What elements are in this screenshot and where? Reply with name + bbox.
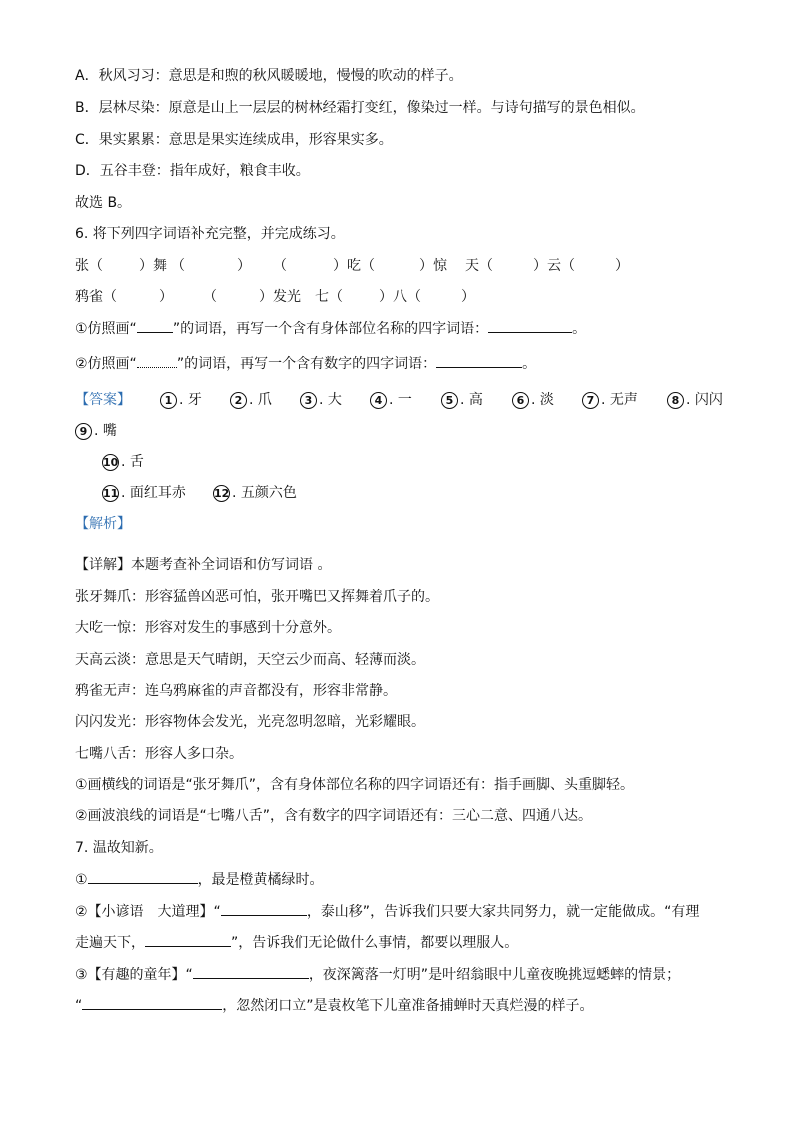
q6-row2 (75, 287, 475, 307)
option-d: D．五谷丰登：指年成好，粮食丰收。 (75, 163, 310, 179)
underline-sample (137, 318, 173, 333)
q7-line3 (75, 932, 518, 953)
answer-blank[interactable] (88, 869, 198, 884)
answer-item: 7 . 无声 (582, 390, 638, 410)
answer-item: 9 . 嘴 (75, 421, 117, 441)
answer-blank[interactable] (221, 901, 307, 916)
analysis-label: 【解析】 (75, 516, 131, 532)
answer-item: 1 . 牙 (160, 390, 202, 410)
q7-line2 (75, 901, 699, 922)
sub2-suffix: ”的词语，再写一个含有数字的四字词语： (176, 356, 437, 372)
detail-line: 【详解】本题考查补全词语和仿写词语 。 (75, 557, 332, 573)
period: 。 (522, 356, 537, 372)
q6-sub1 (75, 318, 586, 339)
answer-item: 4 . 一 (370, 390, 412, 410)
option-c: C．果实累累：意思是果实连续成串，形容果实多。 (75, 132, 393, 148)
wavy-line-sample (137, 353, 177, 368)
row2-part: 鸦雀（ (75, 289, 117, 305)
detail-line: 鸦雀无声：连乌鸦麻雀的声音都没有，形容非常静。 (75, 683, 397, 699)
q6-title: 6. 将下列四字词语补充完整，并完成练习。 (75, 226, 345, 242)
sub1-suffix: ”的词语，再写一个含有身体部位名称的四字词语： (172, 321, 489, 337)
row2-part: ）八（ (379, 289, 421, 305)
q7-l5-suffix: ，忽然闭口立”是袁枚笔下儿童准备捕蝉时天真烂漫的样子。 (222, 998, 594, 1014)
answer-item: 5 . 高 (441, 390, 483, 410)
answer-item: 6 . 淡 (512, 390, 554, 410)
answer-blank[interactable] (193, 964, 309, 979)
answer-item: 10 . 舌 (103, 454, 144, 470)
answer-blank[interactable] (436, 353, 522, 368)
row2-part: ）发光 (259, 289, 301, 305)
row1-part: 天（ (465, 258, 493, 274)
row1-part: （ (273, 258, 287, 274)
q7-line1 (75, 869, 324, 890)
row1-part: ）吃（ (333, 258, 375, 274)
answer-item: 12 . 五颜六色 (214, 485, 297, 501)
option-a: A．秋风习习：意思是和煦的秋风暖暖地，慢慢的吹动的样子。 (75, 68, 463, 84)
option-b: B．层林尽染：原意是山上一层层的树林经霜打变红，像染过一样。与诗句描写的景色相似。 (75, 100, 645, 116)
detail-line: ①画横线的词语是“张牙舞爪”，含有身体部位名称的四字词语还有：指手画脚、头重脚轻。 (75, 777, 635, 793)
detail-line: 大吃一惊：形容对发生的事感到十分意外。 (75, 620, 341, 636)
answer-blank[interactable] (145, 932, 231, 947)
answer-item: 2 . 爪 (230, 390, 272, 410)
answer-blank[interactable] (488, 318, 572, 333)
detail-line: ②画波浪线的词语是“七嘴八舌”，含有数字的四字词语还有：三心二意、四通八达。 (75, 808, 593, 824)
period: 。 (572, 321, 587, 337)
q7-title: 7. 温故知新。 (75, 840, 163, 856)
row1-part: ）惊 (419, 258, 447, 274)
row1-part: （ (171, 258, 185, 274)
answer-item: 8 . 闪闪 (667, 390, 723, 410)
row2-part: ） (159, 289, 173, 305)
answer-blank[interactable] (82, 995, 222, 1010)
q7-l5-prefix: “ (75, 998, 83, 1014)
q7-l1-prefix: ① (75, 872, 88, 888)
choice-text: 故选 B。 (75, 195, 132, 211)
row2-part: 七（ (315, 289, 343, 305)
answer-item: 3 . 大 (300, 390, 342, 410)
q7-line4 (75, 964, 680, 985)
q7-l3-suffix: ”，告诉我们无论做什么事情，都要以理服人。 (231, 935, 519, 951)
row2-part: （ (203, 289, 217, 305)
detail-line: 七嘴八舌：形容人多口杂。 (75, 746, 243, 762)
q7-l3-prefix: 走遍天下， (75, 935, 145, 951)
sub2-prefix: ②仿照画“ (75, 356, 137, 372)
row1-part: ）舞 (139, 258, 167, 274)
q7-l4-prefix: ③【有趣的童年】“ (75, 967, 193, 983)
row1-part: ） (615, 258, 629, 274)
row1-part: ） (237, 258, 251, 274)
answer-label: 【答案】 (75, 392, 131, 408)
detail-line: 天高云淡：意思是天气晴朗，天空云少而高、轻薄而淡。 (75, 652, 425, 668)
detail-line: 张牙舞爪：形容猛兽凶恶可怕，张开嘴巴又挥舞着爪子的。 (75, 589, 439, 605)
row1-part: ）云（ (533, 258, 575, 274)
row1-part: 张（ (75, 258, 103, 274)
row2-part: ） (461, 289, 475, 305)
q6-row1 (75, 256, 629, 276)
detail-line: 闪闪发光：形容物体会发光，光亮忽明忽暗，光彩耀眼。 (75, 714, 425, 730)
sub1-prefix: ①仿照画“ (75, 321, 137, 337)
q7-l1-suffix: ，最是橙黄橘绿时。 (197, 872, 324, 888)
answer-item: 11 . 面红耳赤 (103, 485, 186, 501)
q7-l2-mid: ，泰山移”，告诉我们只要大家共同努力，就一定能做成。“有理 (306, 904, 700, 920)
q7-l4-suffix: ，夜深篱落一灯明”是叶绍翁眼中儿童夜晚挑逗蟋蟀的情景； (308, 967, 681, 983)
q7-line5 (75, 995, 594, 1016)
q6-sub2 (75, 353, 536, 374)
q7-l2-prefix: ②【小谚语 大道理】“ (75, 904, 221, 920)
